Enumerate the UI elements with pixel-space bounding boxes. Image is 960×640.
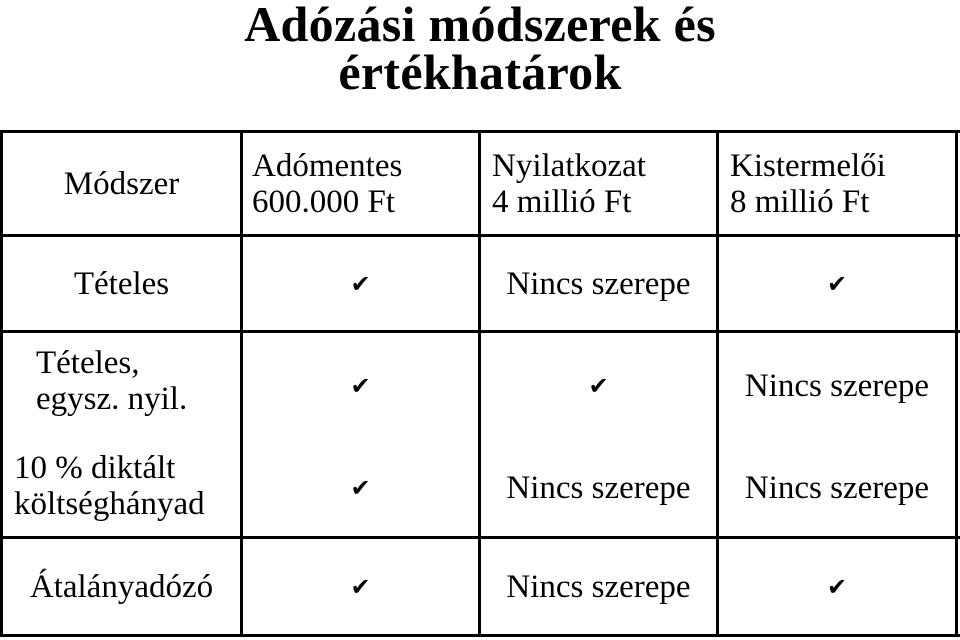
header-tax-exempt-line-1: Adómentes — [252, 147, 403, 184]
row-1-cell-1 — [243, 237, 478, 330]
row-1-cell-3 — [719, 237, 955, 330]
row-2-cell-3 — [719, 333, 955, 439]
header-small-producer-line-1: Kistermelői — [730, 147, 886, 184]
row-label-4-text: Átalányadózó — [29, 568, 214, 605]
table-border-right — [955, 130, 958, 637]
header-declaration — [492, 133, 716, 234]
row-3-cell-3 — [719, 439, 955, 536]
header-small-producer-line-2: 8 millió Ft — [730, 183, 870, 220]
checkmark-icon: ✔ — [588, 372, 609, 400]
checkmark-icon: ✔ — [350, 269, 371, 298]
row-2-cell-2 — [481, 333, 716, 439]
row-3-cell-1 — [243, 439, 478, 536]
row-2-cell-1 — [243, 333, 478, 439]
checkmark-icon: ✔ — [350, 473, 371, 502]
header-declaration-line-1: Nyilatkozat — [492, 147, 646, 184]
header-declaration-line-2: 4 millió Ft — [492, 183, 632, 220]
checkmark-icon: ✔ — [350, 372, 371, 400]
header-method — [3, 133, 240, 234]
header-tax-exempt — [252, 133, 478, 234]
title-line-2: értékhatárok — [338, 44, 622, 100]
row-4-cell-3 — [719, 539, 955, 634]
row-1-cell-2-text: Nincs szerepe — [506, 265, 691, 302]
row-4-cell-2 — [481, 539, 716, 634]
checkmark-icon: ✔ — [826, 572, 848, 601]
checkmark-icon: ✔ — [826, 269, 848, 298]
row-label-2-line-2: egysz. nyil. — [36, 381, 188, 417]
row-label-4 — [3, 539, 240, 634]
row-label-3 — [14, 436, 240, 536]
row-label-3-line-2: költséghányad — [14, 486, 205, 522]
row-3-cell-2-text: Nincs szerepe — [506, 469, 691, 506]
title-line-1: Adózási módszerek és — [244, 0, 716, 52]
checkmark-icon: ✔ — [350, 572, 371, 601]
row-4-cell-2-text: Nincs szerepe — [506, 568, 691, 605]
row-3-cell-3-text: Nincs szerepe — [744, 469, 930, 506]
row-label-3-line-1: 10 % diktált — [14, 450, 176, 486]
row-3-cell-2 — [481, 439, 716, 536]
row-label-2-line-1: Tételes, — [36, 345, 140, 381]
header-small-producer — [730, 133, 955, 234]
header-method-label: Módszer — [63, 165, 180, 202]
row-4-cell-1 — [243, 539, 478, 634]
row-1-cell-2 — [481, 237, 716, 330]
header-tax-exempt-line-2: 600.000 Ft — [252, 183, 396, 220]
row-label-1-text: Tételes — [73, 265, 170, 302]
row-2-cell-3-text: Nincs szerepe — [744, 368, 930, 404]
row-label-1 — [3, 237, 240, 330]
row-label-2 — [36, 333, 240, 429]
